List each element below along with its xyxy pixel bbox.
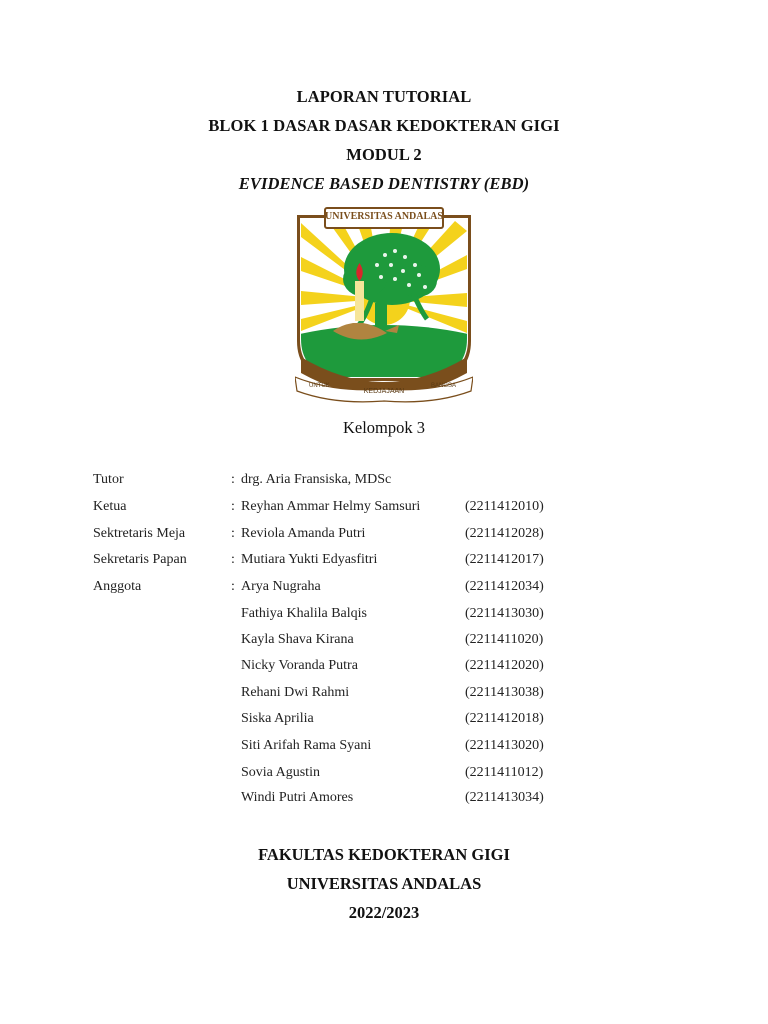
roster-colon: :: [231, 579, 235, 594]
roster-role: Sekretaris Papan: [93, 552, 187, 567]
roster-colon: :: [231, 499, 235, 514]
roster-name: Reyhan Ammar Helmy Samsuri: [241, 499, 421, 514]
roster-name: Nicky Voranda Putra: [241, 658, 358, 673]
roster-row: [0, 579, 768, 599]
roster-row: [0, 765, 768, 785]
roster-nim: (2211411020): [465, 632, 544, 647]
title-line-1: LAPORAN TUTORIAL: [296, 87, 472, 106]
logo-ribbon-right: BANGSA: [431, 383, 457, 389]
roster-nim: (2211412028): [465, 526, 544, 541]
roster-nim: (2211413034): [465, 790, 544, 805]
roster-row: [0, 685, 768, 705]
roster-role: Sektretaris Meja: [93, 526, 186, 541]
roster-name: Reviola Amanda Putri: [241, 526, 366, 541]
roster-nim: (2211412034): [465, 579, 544, 594]
roster-row: [0, 632, 768, 652]
roster-nim: (2211411012): [465, 765, 544, 780]
roster-name: Fathiya Khalila Balqis: [241, 606, 367, 621]
logo-ribbon-center: KEDJAJAAN: [363, 388, 405, 395]
roster-colon: :: [231, 552, 235, 567]
roster-name: Mutiara Yukti Edyasfitri: [241, 552, 378, 567]
roster-name: Windi Putri Amores: [241, 790, 354, 805]
roster-name: Siti Arifah Rama Syani: [241, 738, 372, 753]
roster-role: Anggota: [93, 579, 142, 594]
logo-banner-text: UNIVERSITAS ANDALAS: [325, 211, 443, 222]
footer-university: UNIVERSITAS ANDALAS: [286, 874, 482, 893]
roster-name: Rehani Dwi Rahmi: [241, 685, 350, 700]
roster-row: [0, 658, 768, 678]
roster-nim: (2211412017): [465, 552, 544, 567]
roster-row: [0, 552, 768, 572]
logo-ribbon-left: UNTUK: [309, 383, 330, 389]
title-line-3: MODUL 2: [346, 145, 422, 164]
group-label: Kelompok 3: [342, 418, 426, 437]
title-line-2: BLOK 1 DASAR DASAR KEDOKTERAN GIGI: [208, 116, 560, 135]
roster-colon: :: [231, 526, 235, 541]
university-seal-icon: [295, 207, 473, 407]
footer-year: 2022/2023: [348, 903, 420, 922]
university-logo: [295, 207, 473, 407]
roster-row: [0, 790, 768, 810]
roster-nim: (2211412010): [465, 499, 544, 514]
roster-row: [0, 499, 768, 519]
roster-name: Arya Nugraha: [241, 579, 321, 594]
footer-faculty: FAKULTAS KEDOKTERAN GIGI: [258, 845, 510, 864]
roster-nim: (2211412020): [465, 658, 544, 673]
roster-name: drg. Aria Fransiska, MDSc: [241, 472, 392, 487]
roster-row: [0, 606, 768, 626]
roster-nim: (2211413038): [465, 685, 544, 700]
roster-name: Sovia Agustin: [241, 765, 320, 780]
roster-nim: (2211413030): [465, 606, 544, 621]
roster-row: [0, 472, 768, 492]
title-line-4: EVIDENCE BASED DENTISTRY (EBD): [238, 174, 530, 193]
roster-name: Siska Aprilia: [241, 711, 314, 726]
roster-colon: :: [231, 472, 235, 487]
roster-row: [0, 738, 768, 758]
roster-name: Kayla Shava Kirana: [241, 632, 354, 647]
roster-row: [0, 526, 768, 546]
roster-nim: (2211412018): [465, 711, 544, 726]
roster-role: Ketua: [93, 499, 127, 514]
roster-row: [0, 711, 768, 731]
roster-nim: (2211413020): [465, 738, 544, 753]
roster-role: Tutor: [93, 472, 124, 487]
